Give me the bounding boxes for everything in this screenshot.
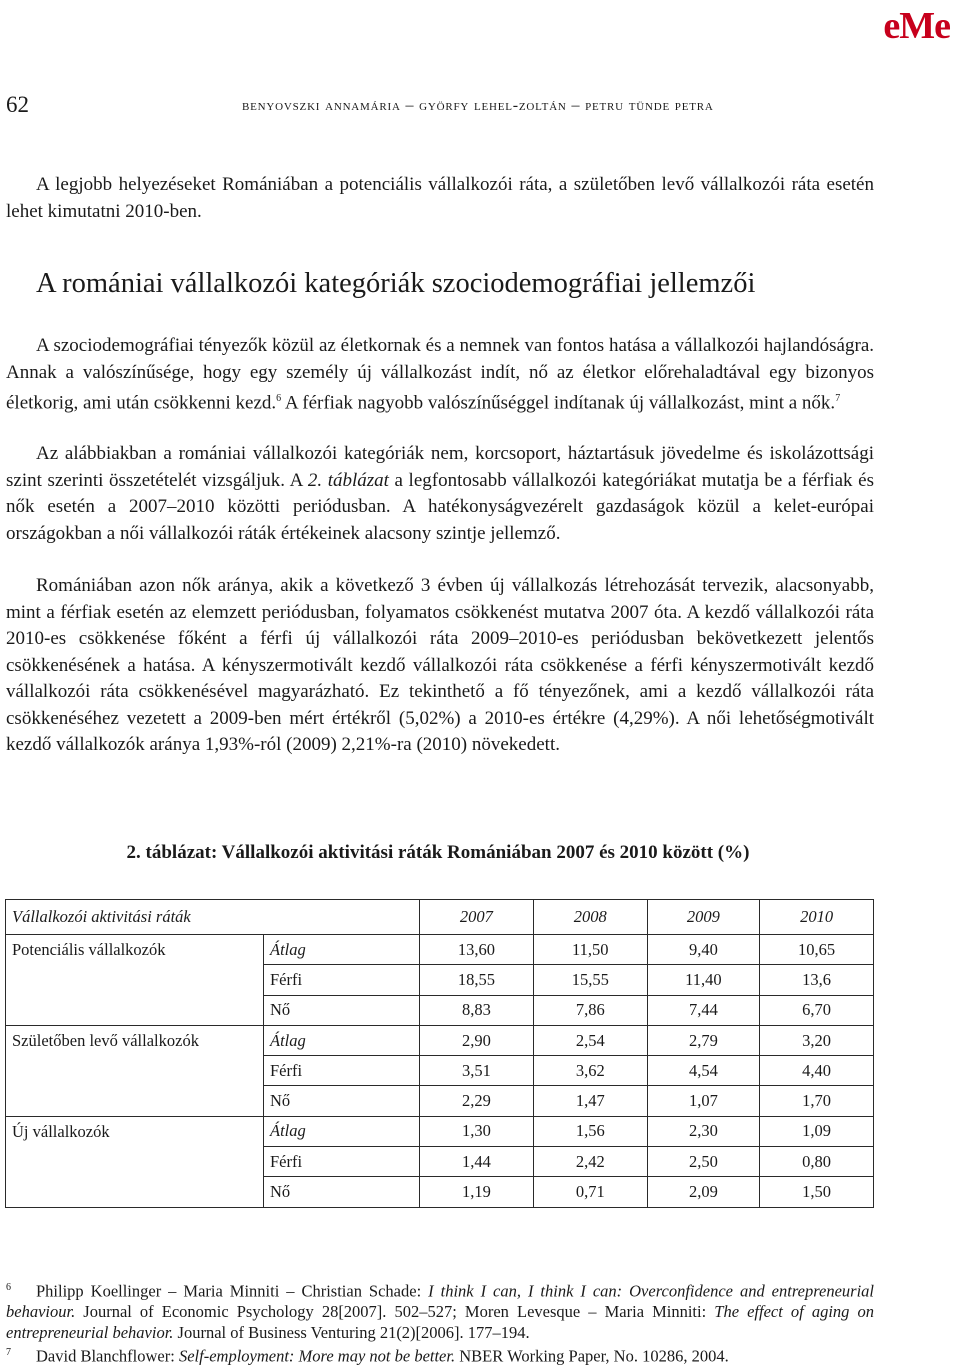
- table-cell: 2,79: [647, 1025, 759, 1055]
- row-label: Férfi: [264, 1056, 420, 1086]
- group-label: Új vállalkozók: [6, 1116, 264, 1207]
- table-cell: 4,40: [760, 1056, 874, 1086]
- year-header: 2010: [760, 900, 874, 935]
- table-cell: 1,56: [533, 1116, 647, 1146]
- table-cell: 1,19: [420, 1177, 534, 1207]
- intro-text: A legjobb helyezéseket Romániában a potenciális vállalkozói ráta, a születőben levő vállalkozói ráta esetén lehet kimutatni 2010-ben.: [6, 174, 874, 222]
- table-cell: 18,55: [420, 965, 534, 995]
- footnote-text: NBER Working Paper, No. 10286, 2004.: [455, 1346, 729, 1366]
- footnotes: [6, 1278, 874, 1367]
- year-header: 2008: [533, 900, 647, 935]
- row-label: Férfi: [264, 965, 420, 995]
- row-label: Átlag: [264, 935, 420, 965]
- table-row: [6, 1116, 874, 1146]
- row-label: Nő: [264, 995, 420, 1025]
- table-cell: 1,47: [533, 1086, 647, 1116]
- table-cell: 2,50: [647, 1147, 759, 1177]
- p1-text-b: A férfiak nagyobb valószínűséggel indítanak új vállalkozást, mint a nők.: [281, 392, 836, 414]
- year-header: 2007: [420, 900, 534, 935]
- activity-rates-table: [5, 899, 874, 1208]
- table-title: 2. táblázat: Vállalkozói aktivitási ráták Romániában 2007 és 2010 között (%): [126, 842, 750, 863]
- table-cell: 13,60: [420, 935, 534, 965]
- table-cell: 0,71: [533, 1177, 647, 1207]
- table-cell: 2,09: [647, 1177, 759, 1207]
- table-cell: 2,54: [533, 1025, 647, 1055]
- year-header: 2009: [647, 900, 759, 935]
- footnote-number: 6: [6, 1282, 11, 1293]
- table-reference: 2. táblázat: [307, 469, 389, 491]
- paragraph-3: [6, 573, 874, 759]
- table-cell: 3,20: [760, 1025, 874, 1055]
- running-head: benyovszki annamária – györfy lehel-zoltán – petru tünde petra: [242, 97, 714, 114]
- footnote-text: Journal of Economic Psychology 28[2007]. 502–527; Moren Levesque – Maria Minniti:: [75, 1302, 715, 1321]
- table-row: [6, 1025, 874, 1055]
- group-label: Születőben levő vállalkozók: [6, 1025, 264, 1116]
- table-cell: 1,09: [760, 1116, 874, 1146]
- table-cell: 2,90: [420, 1025, 534, 1055]
- intro-paragraph: [6, 172, 874, 225]
- table-cell: 11,50: [533, 935, 647, 965]
- table-cell: 10,65: [760, 935, 874, 965]
- table-cell: 0,80: [760, 1147, 874, 1177]
- table-cell: 1,50: [760, 1177, 874, 1207]
- row-label: Átlag: [264, 1116, 420, 1146]
- table-cell: 2,30: [647, 1116, 759, 1146]
- journal-logo: eMe: [883, 5, 950, 47]
- footnote-title: The effect of aging on entrepreneurial behavior.: [6, 1302, 874, 1342]
- footnote-ref-6[interactable]: 6: [276, 393, 282, 404]
- paragraph-1: [6, 333, 874, 417]
- table-cell: 1,44: [420, 1147, 534, 1177]
- footnote-text: Journal of Business Venturing 21(2)[2006]. 177–194.: [173, 1322, 530, 1342]
- table-cell: 8,83: [420, 995, 534, 1025]
- p2-text-a: Az alábbiakban a romániai vállalkozói kategóriák nem, korcsoport, háztartásuk jövedelme és iskolázottsági szint szerinti összetételét vizsgáljuk. A: [6, 443, 874, 491]
- footnote-text: David Blanchflower:: [36, 1346, 179, 1366]
- table-cell: 15,55: [533, 965, 647, 995]
- footnote-title: I think I can, I think I can: Overconfidence and entrepreneurial behaviour.: [6, 1281, 874, 1321]
- table-cell: 4,54: [647, 1056, 759, 1086]
- group-label: Potenciális vállalkozók: [6, 935, 264, 1026]
- table-cell: 3,51: [420, 1056, 534, 1086]
- page-number: 62: [6, 92, 29, 117]
- table-header-row: [6, 900, 874, 935]
- table-cell: 1,07: [647, 1086, 759, 1116]
- table-cell: 2,42: [533, 1147, 647, 1177]
- header-label: Vállalkozói aktivitási ráták: [6, 900, 420, 935]
- p3-text: Romániában azon nők aránya, akik a következő 3 évben új vállalkozás létrehozását tervezik, alacsonyabb, mint a férfiak esetén az elemzett periódusban, folyamatos csökkenést mutatva 2007 óta. A kezdő vállalkozói ráta 2010-es csökkenése főként a férfi új vállalkozói ráta 2009–2010-es periódusban bekövetkezett jelentős csökkenésének a hatása. A kényszermotivált kezdő vállalkozói ráta csökkenése a férfi kényszermotivált kezdő vállalkozói ráta csökkenésével magyarázható. Ez tekinthető a fő tényezőnek, ami a kezdő vállalkozói ráta csökkenéséhez vezetett a 2009-ben mért értékről (5,02%) a 2010-es értékre (4,29%). A női lehetőségmotivált kezdő vállalkozók aránya 1,93%-ról (2009) 2,21%-ra (2010) növekedett.: [6, 575, 874, 755]
- p2-text-b: a legfontosabb vállalkozói kategóriákat mutatja be a férfiak és nők esetén a 2007–2010 közötti periódusban. A hatékonyságvezérelt gazdaságok közül a kelet-európai országokban a női vállalkozói ráták értékeinek alacsony szintje jellemző.: [6, 469, 874, 544]
- table-cell: 7,44: [647, 995, 759, 1025]
- footnote-title: Self-employment: More may not be better.: [178, 1346, 456, 1366]
- paragraph-2: [6, 441, 874, 547]
- table-cell: 2,29: [420, 1086, 534, 1116]
- footnote-7: [6, 1343, 874, 1367]
- footnote-ref-7[interactable]: 7: [835, 393, 841, 404]
- table-cell: 1,70: [760, 1086, 874, 1116]
- table-cell: 9,40: [647, 935, 759, 965]
- table-cell: 11,40: [647, 965, 759, 995]
- row-label: Átlag: [264, 1025, 420, 1055]
- p1-text-a: A szociodemográfiai tényezők közül az életkornak és a nemnek van fontos hatása a vállalkozói hajlandóságra. Annak a valószínűsége, hogy egy személy új vállalkozást indít, nő az életkor előrehaladtával egy bizonyos életkorig, ami után csökkenni kezd.: [6, 335, 874, 414]
- row-label: Nő: [264, 1086, 420, 1116]
- table-cell: 1,30: [420, 1116, 534, 1146]
- section-heading: A romániai vállalkozói kategóriák szociodemográfiai jellemzői: [36, 268, 756, 299]
- footnote-number: 7: [6, 1347, 11, 1358]
- row-label: Nő: [264, 1177, 420, 1207]
- footnote-6: [6, 1278, 874, 1343]
- row-label: Férfi: [264, 1147, 420, 1177]
- table-cell: 7,86: [533, 995, 647, 1025]
- table-cell: 13,6: [760, 965, 874, 995]
- table-row: [6, 935, 874, 965]
- footnote-text: Philipp Koellinger – Maria Minniti – Christian Schade:: [36, 1281, 429, 1301]
- table-cell: 6,70: [760, 995, 874, 1025]
- table-cell: 3,62: [533, 1056, 647, 1086]
